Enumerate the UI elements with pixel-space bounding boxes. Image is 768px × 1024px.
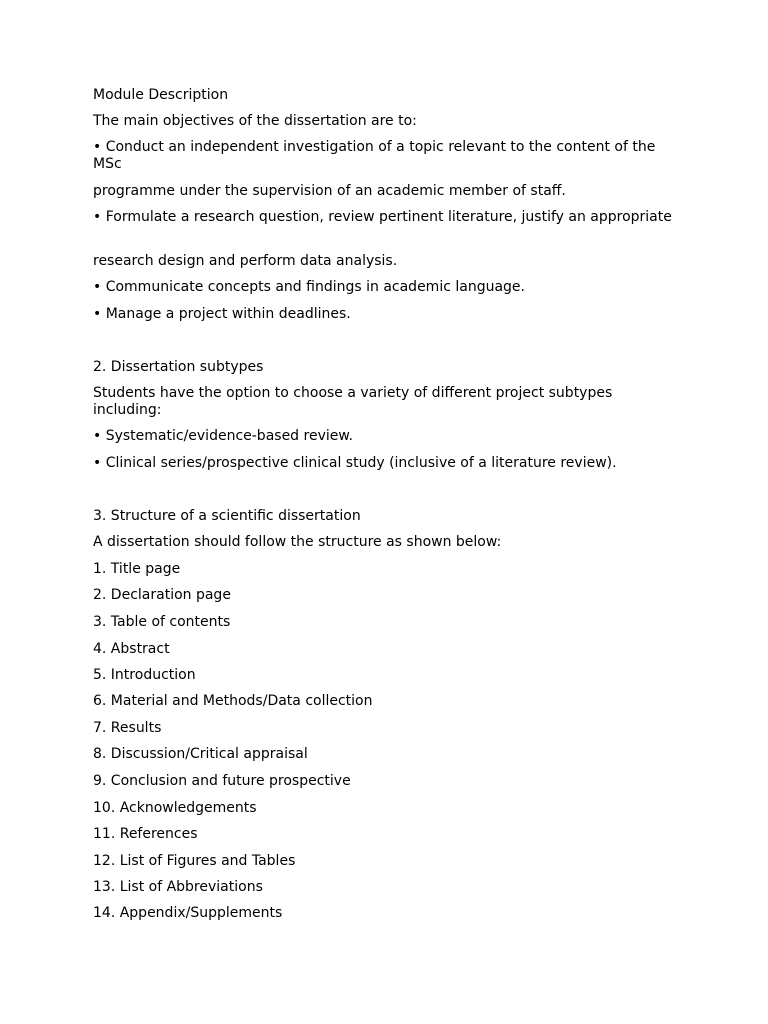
structure-item-6: 6. Material and Methods/Data collection	[93, 693, 373, 709]
structure-item-4: 4. Abstract	[93, 641, 170, 657]
structure-item-11: 11. References	[93, 826, 198, 842]
objective-communicate: • Communicate concepts and findings in academic language.	[93, 279, 525, 295]
structure-item-13: 13. List of Abbreviations	[93, 879, 263, 895]
dissertation-subtypes-heading: 2. Dissertation subtypes	[93, 359, 264, 375]
objective-manage: • Manage a project within deadlines.	[93, 306, 351, 322]
structure-item-7: 7. Results	[93, 720, 162, 736]
structure-item-1: 1. Title page	[93, 561, 181, 577]
subtypes-intro: Students have the option to choose a variety of different project subtypes including:	[93, 385, 613, 418]
structure-item-12: 12. List of Figures and Tables	[93, 853, 296, 869]
structure-item-5: 5. Introduction	[93, 667, 196, 683]
structure-item-10: 10. Acknowledgements	[93, 800, 257, 816]
module-description-heading: Module Description	[93, 87, 229, 103]
structure-item-3: 3. Table of contents	[93, 614, 231, 630]
structure-item-14: 14. Appendix/Supplements	[93, 905, 283, 921]
structure-heading: 3. Structure of a scientific dissertation	[93, 508, 361, 524]
objective-research-question: • Formulate a research question, review pertinent literature, justify an appropriate	[93, 209, 672, 225]
objective-investigation: • Conduct an independent investigation of a topic relevant to the content of the MSc	[93, 139, 656, 172]
structure-item-2: 2. Declaration page	[93, 587, 231, 603]
subtype-systematic-review: • Systematic/evidence-based review.	[93, 428, 353, 444]
structure-item-8: 8. Discussion/Critical appraisal	[93, 746, 308, 762]
objective-investigation-continued: programme under the supervision of an academic member of staff.	[93, 183, 566, 199]
objectives-intro: The main objectives of the dissertation are to:	[93, 113, 417, 129]
objective-research-question-continued: research design and perform data analysis.	[93, 253, 398, 269]
structure-intro: A dissertation should follow the structure as shown below:	[93, 534, 502, 550]
structure-item-9: 9. Conclusion and future prospective	[93, 773, 351, 789]
subtype-clinical-series: • Clinical series/prospective clinical study (inclusive of a literature review).	[93, 455, 617, 471]
